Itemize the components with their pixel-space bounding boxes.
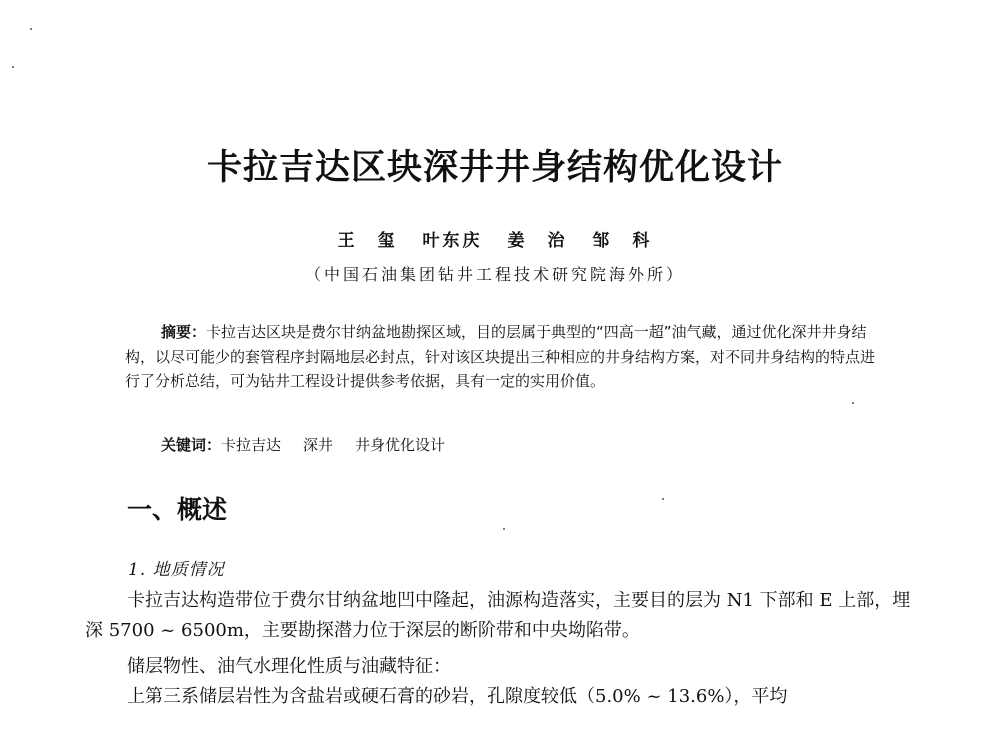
subsection-heading: 1. 地质情况 bbox=[128, 560, 225, 580]
keywords-label: 关键词： bbox=[161, 436, 222, 454]
paragraph-text: 卡拉吉达构造带位于费尔甘纳盆地凹中隆起，油源构造落实，主要目的层为 N1 下部和 E 上部，埋深 5700 ~ 6500m，主要勘探潜力位于深层的断阶带和中央坳陷带。 bbox=[85, 590, 911, 641]
author-name: 姜 治 bbox=[507, 231, 568, 251]
body-paragraph bbox=[85, 586, 915, 646]
author-name: 叶东庆 bbox=[422, 231, 483, 251]
paragraph-text: 储层物性、油气水理化性质与油藏特征： bbox=[127, 656, 451, 677]
paper-title: 卡拉吉达区块深井井身结构优化设计 bbox=[206, 147, 783, 188]
keyword: 深井 bbox=[303, 436, 334, 454]
abstract-text: 卡拉吉达区块是费尔甘纳盆地勘探区域，目的层属于典型的“四高一超”油气藏，通过优化深井井身结构，以尽可能少的套管程序封隔地层必封点，针对该区块提出三种相应的井身结构方案，对不同井身结构的特点进行了分析总结，可为钻井工程设计提供参考依据，具有一定的实用价值。 bbox=[125, 323, 876, 390]
body-paragraph bbox=[85, 682, 915, 712]
scan-speck bbox=[662, 498, 664, 500]
section-heading: 一、概述 bbox=[127, 495, 228, 524]
scan-speck bbox=[30, 28, 32, 30]
paragraph-text: 上第三系储层岩性为含盐岩或硬石膏的砂岩，孔隙度较低（5.0% ~ 13.6%），平均 bbox=[127, 686, 788, 707]
author-name: 邹 科 bbox=[592, 231, 653, 251]
body-paragraph bbox=[85, 652, 915, 682]
keyword: 井身优化设计 bbox=[355, 436, 446, 454]
abstract bbox=[125, 320, 875, 394]
scan-speck bbox=[12, 66, 14, 68]
abstract-label: 摘要： bbox=[161, 323, 207, 341]
keyword: 卡拉吉达 bbox=[221, 436, 282, 454]
scan-speck bbox=[503, 528, 505, 530]
author-affiliation: （中国石油集团钻井工程技术研究院海外所） bbox=[304, 265, 685, 284]
author-name: 王 玺 bbox=[337, 231, 398, 251]
keywords bbox=[161, 434, 467, 455]
scan-speck bbox=[852, 402, 854, 404]
author-list bbox=[0, 226, 990, 251]
